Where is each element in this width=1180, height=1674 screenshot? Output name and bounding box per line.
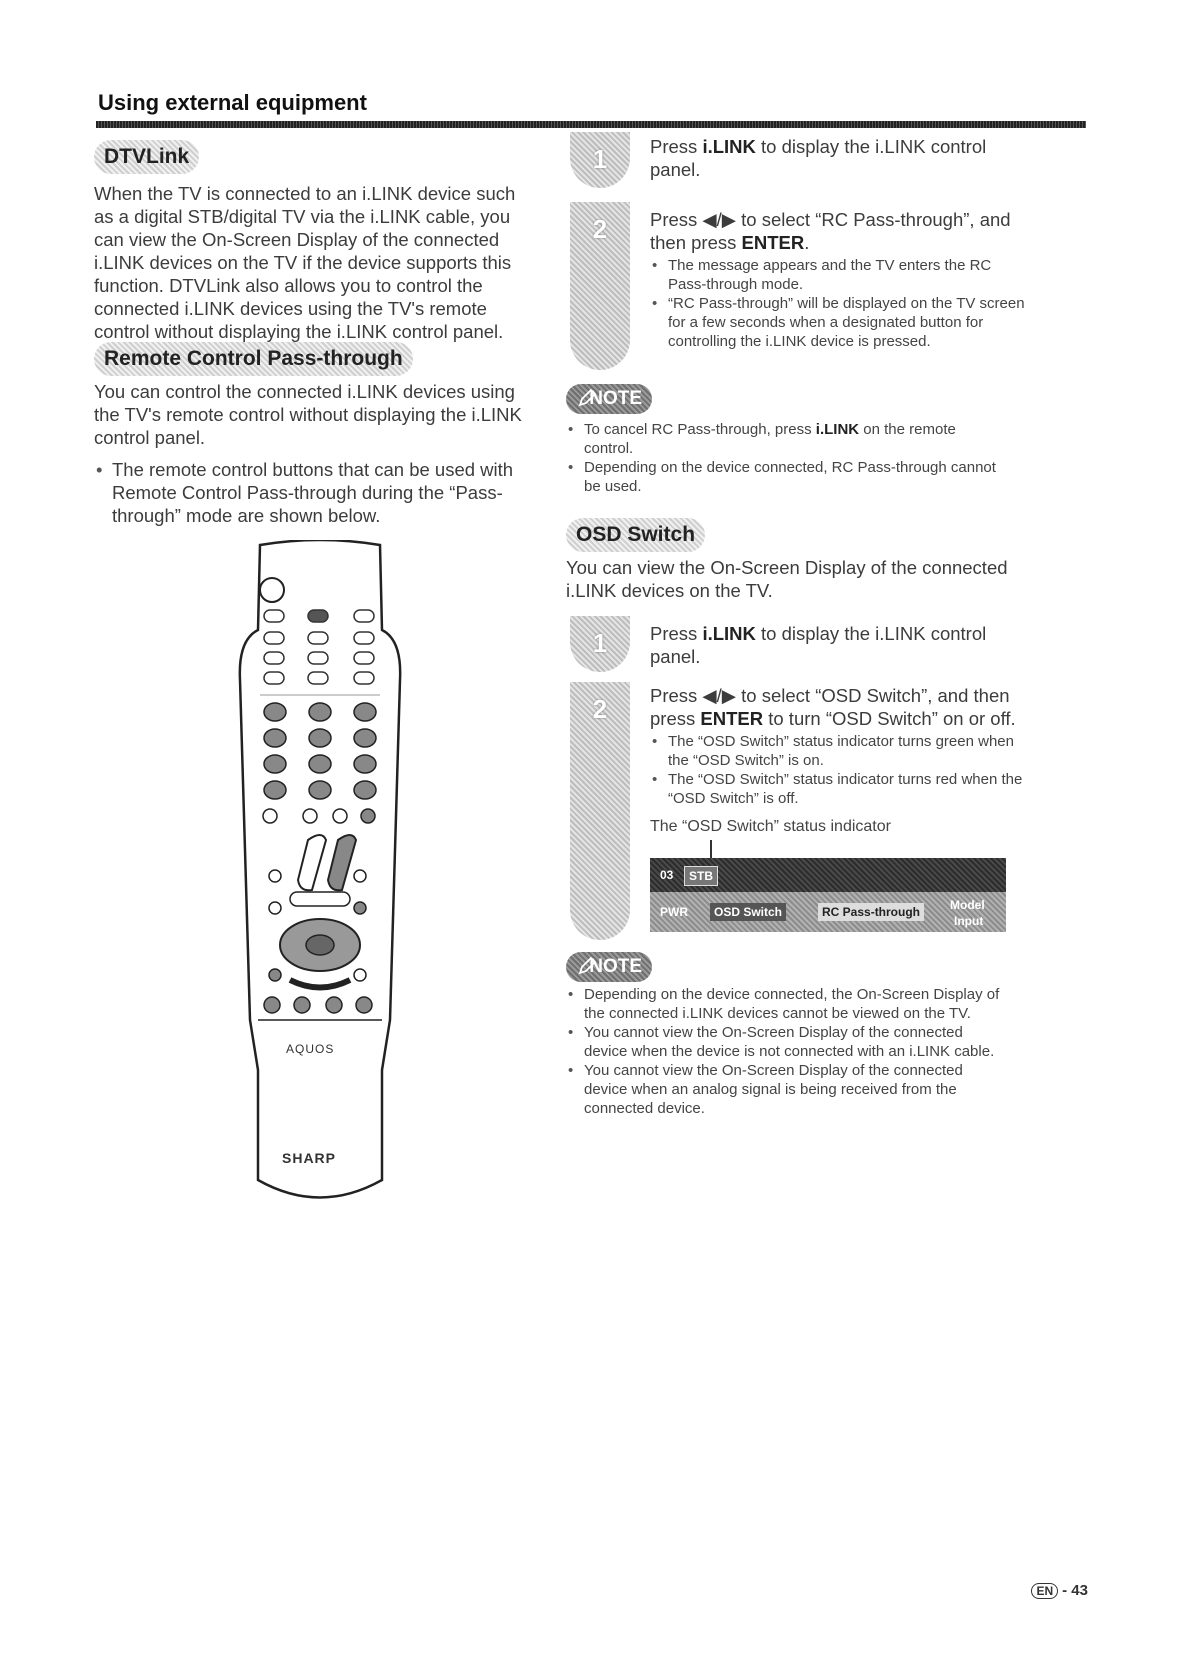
note-2-bullet: • Depending on the device connected, the On-Screen Display of the connected i.LINK devices cannot be viewed on the TV. [566, 985, 1006, 1023]
osd-step-2-bullet: • The “OSD Switch” status indicator turns green when the “OSD Switch” is on. [650, 732, 1030, 770]
note-1-pre: To cancel RC Pass-through, press [584, 421, 816, 438]
osd-step-1-pre: Press [650, 623, 703, 644]
step-1-pre: Press [650, 136, 703, 157]
note-label: NOTE [589, 388, 642, 409]
step-number: 1 [592, 628, 608, 658]
note-label: NOTE [589, 956, 642, 977]
osd-rc-pass-item: RC Pass-through [818, 903, 924, 921]
osd-switch-item: OSD Switch [710, 903, 786, 921]
osd-step-1-text [650, 622, 1030, 668]
note-1-key: i.LINK [815, 421, 860, 438]
note-1-bullet: • Depending on the device connected, RC Pass-through cannot be used. [566, 458, 1006, 496]
note-1-post: on the remote control. [584, 421, 956, 457]
osd-step-1-badge [570, 616, 630, 672]
note-1-bullet [566, 420, 1006, 458]
osd-screen [650, 858, 1006, 932]
header-rule [96, 121, 1086, 128]
step-number: 2 [592, 214, 608, 244]
osd-step-2-pre: Press ◀/▶ to select “OSD Switch”, and then press [650, 685, 1010, 729]
rcpt-bullet: • The remote control buttons that can be used with Remote Control Pass-through during the “Pass-through” mode are shown below. [94, 458, 524, 527]
step-1-post: to display the i.LINK control panel. [650, 136, 987, 180]
step-2-pre: Press ◀/▶ to select “RC Pass-through”, and then press [650, 209, 1011, 253]
remote-brand-label: SHARP [282, 1150, 337, 1166]
step-2-badge [570, 202, 630, 370]
step-number: 1 [592, 144, 608, 174]
step-2-bullet: • “RC Pass-through” will be displayed on the TV screen for a few seconds when a designated button for controlling the i.LINK device is pressed. [650, 294, 1030, 351]
osd-screen-bottom [650, 892, 1006, 932]
osd-step-1-key: i.LINK [702, 623, 756, 644]
osd-input: Input [954, 914, 984, 928]
step-1-key: i.LINK [702, 136, 756, 157]
pencil-icon [576, 955, 598, 977]
osd-step-2-text [650, 684, 1030, 730]
step-2-bullet: • The message appears and the TV enters the RC Pass-through mode. [650, 256, 1030, 294]
osd-step-1-post: to display the i.LINK control panel. [650, 623, 987, 667]
step-number: 2 [592, 694, 608, 724]
lang-badge: EN [1031, 1583, 1058, 1599]
step-1-badge [570, 132, 630, 188]
osd-channel: 03 [660, 868, 674, 882]
note-2-badge [566, 952, 652, 982]
osd-step-2-bullet: • The “OSD Switch” status indicator turns red when the “OSD Switch” is off. [650, 770, 1030, 808]
note-1-badge [566, 384, 652, 414]
rcpt-paragraph: You can control the connected i.LINK devices using the TV's remote control without displaying the i.LINK control panel. [94, 381, 522, 448]
dtvlink-heading: DTVLink [94, 140, 199, 174]
remote-model-label: AQUOS [286, 1042, 335, 1056]
pencil-icon [576, 387, 598, 409]
remote-outline-icon [230, 540, 410, 1210]
step-1-text [650, 135, 1030, 181]
page-section-title: Using external equipment [98, 90, 367, 115]
note-2-bullet: • You cannot view the On-Screen Display of the connected device when the device is not connected with an i.LINK cable. [566, 1023, 1006, 1061]
page-number [1031, 1582, 1088, 1599]
osd-model: Model [950, 898, 985, 912]
rcpt-bullets [94, 458, 524, 527]
osd-paragraph: You can view the On-Screen Display of the connected i.LINK devices on the TV. [566, 557, 1008, 601]
remote-illustration [230, 540, 410, 1210]
osd-step-2-post: to turn “OSD Switch” on or off. [763, 708, 1016, 729]
note-2-bullet: • You cannot view the On-Screen Display of the connected device when an analog signal is being received from the connected device. [566, 1061, 1006, 1118]
osd-indicator-caption: The “OSD Switch” status indicator [650, 818, 891, 835]
step-2-text [650, 208, 1030, 254]
dtvlink-paragraph: When the TV is connected to an i.LINK device such as a digital STB/digital TV via the i.LINK cable, you can view the On-Screen Display of the connected i.LINK devices on the TV if the device supports this function. DTVLink also allows you to control the connected i.LINK devices using the TV's remote control without displaying the i.LINK control panel. [94, 183, 516, 342]
note-1-bullets [566, 420, 1006, 496]
osd-pwr: PWR [660, 905, 688, 919]
step-2-key: ENTER [741, 232, 805, 253]
step-2-bullets [650, 256, 1030, 351]
osd-screen-top [650, 858, 1006, 892]
step-2-post: . [804, 232, 810, 253]
page-number-text: - 43 [1062, 1582, 1088, 1599]
rcpt-heading: Remote Control Pass-through [94, 342, 413, 376]
osd-step-2-badge [570, 682, 630, 940]
osd-switch-heading: OSD Switch [566, 518, 705, 552]
osd-step-2-key: ENTER [700, 708, 764, 729]
note-2-bullets [566, 985, 1006, 1118]
osd-step-2-bullets [650, 732, 1030, 808]
osd-device: STB [684, 866, 718, 886]
